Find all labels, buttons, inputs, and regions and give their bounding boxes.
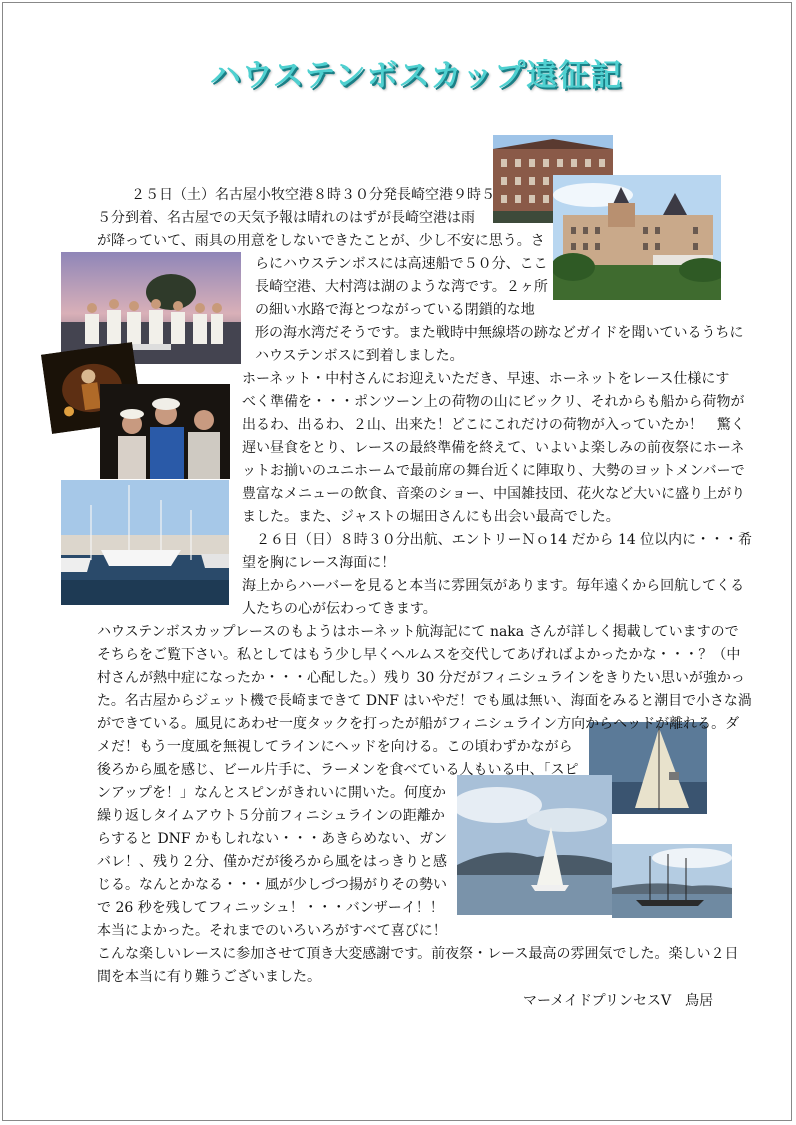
text-line: 望を胸にレース海面に！ (242, 555, 396, 571)
text-line: バレ！、残り２分、僅かだが後ろから風をはっきりと感 (97, 854, 447, 870)
text-line: じる。なんとかなる・・・風が少しづつ揚がりその勢い (97, 877, 447, 893)
text-line: 海上からハーバーを見ると本当に雰囲気があります。毎年遠くから回航してくる (242, 578, 745, 594)
text-line: ホーネット・中村さんにお迎えいただき、早速、ホーネットをレース仕様にす (242, 371, 730, 387)
text-line: 長崎空港、大村湾は湖のような湾です。２ヶ所 (255, 279, 548, 295)
text-line: らすると DNF かもしれない・・・あきらめない、ガン (97, 831, 448, 847)
text-line: の細い水路で海とつながっている閉鎖的な地 (255, 302, 535, 318)
text-line: メだ！もう一度風を無視してラインにヘッドを向ける。この頃わずかながら (97, 739, 573, 755)
text-line: ２５日（土）名古屋小牧空港８時３０分発長崎空港９時５ (117, 187, 495, 203)
text-line: 村さんが熱中症になったか・・・心配した。）残り 30 分だがフィニシュラインをきりたい思いが強かっ (97, 670, 745, 686)
text-line: 繰り返しタイムアウト５分前フィニシュラインの距離か (97, 808, 445, 824)
text-line: ５分到着、名古屋での天気予報は晴れのはずが長崎空港は雨 (97, 210, 475, 226)
text-line: こんな楽しいレースに参加させて頂き大変感謝です。前夜祭・レース最高の雰囲気でした。楽しい２日 (97, 946, 739, 962)
page-title: ハウステンボスカップ遠征記 (209, 58, 623, 94)
text-line: 後ろから風を感じ、ビール片手に、ラーメンを食べている人もいる中、「スピ (97, 762, 579, 778)
marina-yachts-photo (61, 480, 229, 605)
hotel-building-photo-2 (553, 175, 721, 300)
text-line: ができている。風見にあわせ一度タックを打ったが船がフィニシュライン方向からヘッドが離れる。ダ (97, 716, 740, 732)
text-line: で 26 秒を残してフィニッシュ！・・・バンザーイ！！ (97, 900, 444, 916)
text-line: 間を本当に有り難うございました。 (97, 969, 321, 985)
tall-ship-photo (612, 844, 732, 918)
group-members-photo (100, 384, 230, 479)
sailboat-bay-photo (457, 775, 612, 915)
text-line: ました。また、ジャストの堀田さんにも出会い最高でした。 (242, 509, 620, 525)
text-line: 豊富なメニューの飲食、音楽のショー、中国雑技団、花火など大いに盛り上がり (242, 486, 746, 502)
text-line: ハウステンボスに到着しました。 (255, 348, 464, 364)
text-line: 形の海水湾だそうです。また戦時中無線塔の跡などガイドを聞いているうちに (255, 325, 744, 341)
text-line: べく準備を・・・ポンツーン上の荷物の山にビックリ、それからも船から荷物が (242, 394, 745, 410)
text-line: 出るわ、出るわ、２山、出来た！どこにこれだけの荷物が入っていたか！ 驚く (242, 417, 745, 433)
text-line: らにハウステンボスには高速船で５０分、ここ (255, 256, 548, 272)
text-line: 本当によかった。それまでのいろいろがすべて喜びに！ (97, 923, 447, 939)
text-line: ２６日（日）８時３０分出航、エントリーＮｏ14 だから 14 位以内に・・・希 (242, 532, 752, 548)
text-line: 遅い昼食をとり、レースの最終準備を終えて、いよいよ楽しみの前夜祭にホーネ (242, 440, 745, 456)
text-line: そちらをご覧下さい。私としてはもう少し早くヘルムスを交代してあげればよかったかな・・・？（中 (97, 647, 741, 663)
text-line: ンアップを！」なんとスピンがきれいに開いた。何度か (97, 785, 447, 801)
text-line: が降っていて、雨具の用意をしないできたことが、少し不安に思う。さ (97, 233, 545, 249)
text-line: た。名古屋からジェット機で長崎まできて DNF はいやだ！でも風は無い、海面をみると潮目で小さな渦 (97, 693, 752, 709)
text-line: ットお揃いのユニホームで最前席の舞台近くに陣取り、大勢のヨットメンバーで (242, 463, 745, 479)
text-line: ハウステンボスカップレースのもようはホーネット航海記にて naka さんが詳しく掲載していますので (97, 624, 739, 640)
author-signature: マーメイドプリンセスV 鳥居 (523, 993, 714, 1009)
text-line: 人たちの心が伝わってきます。 (242, 601, 437, 617)
